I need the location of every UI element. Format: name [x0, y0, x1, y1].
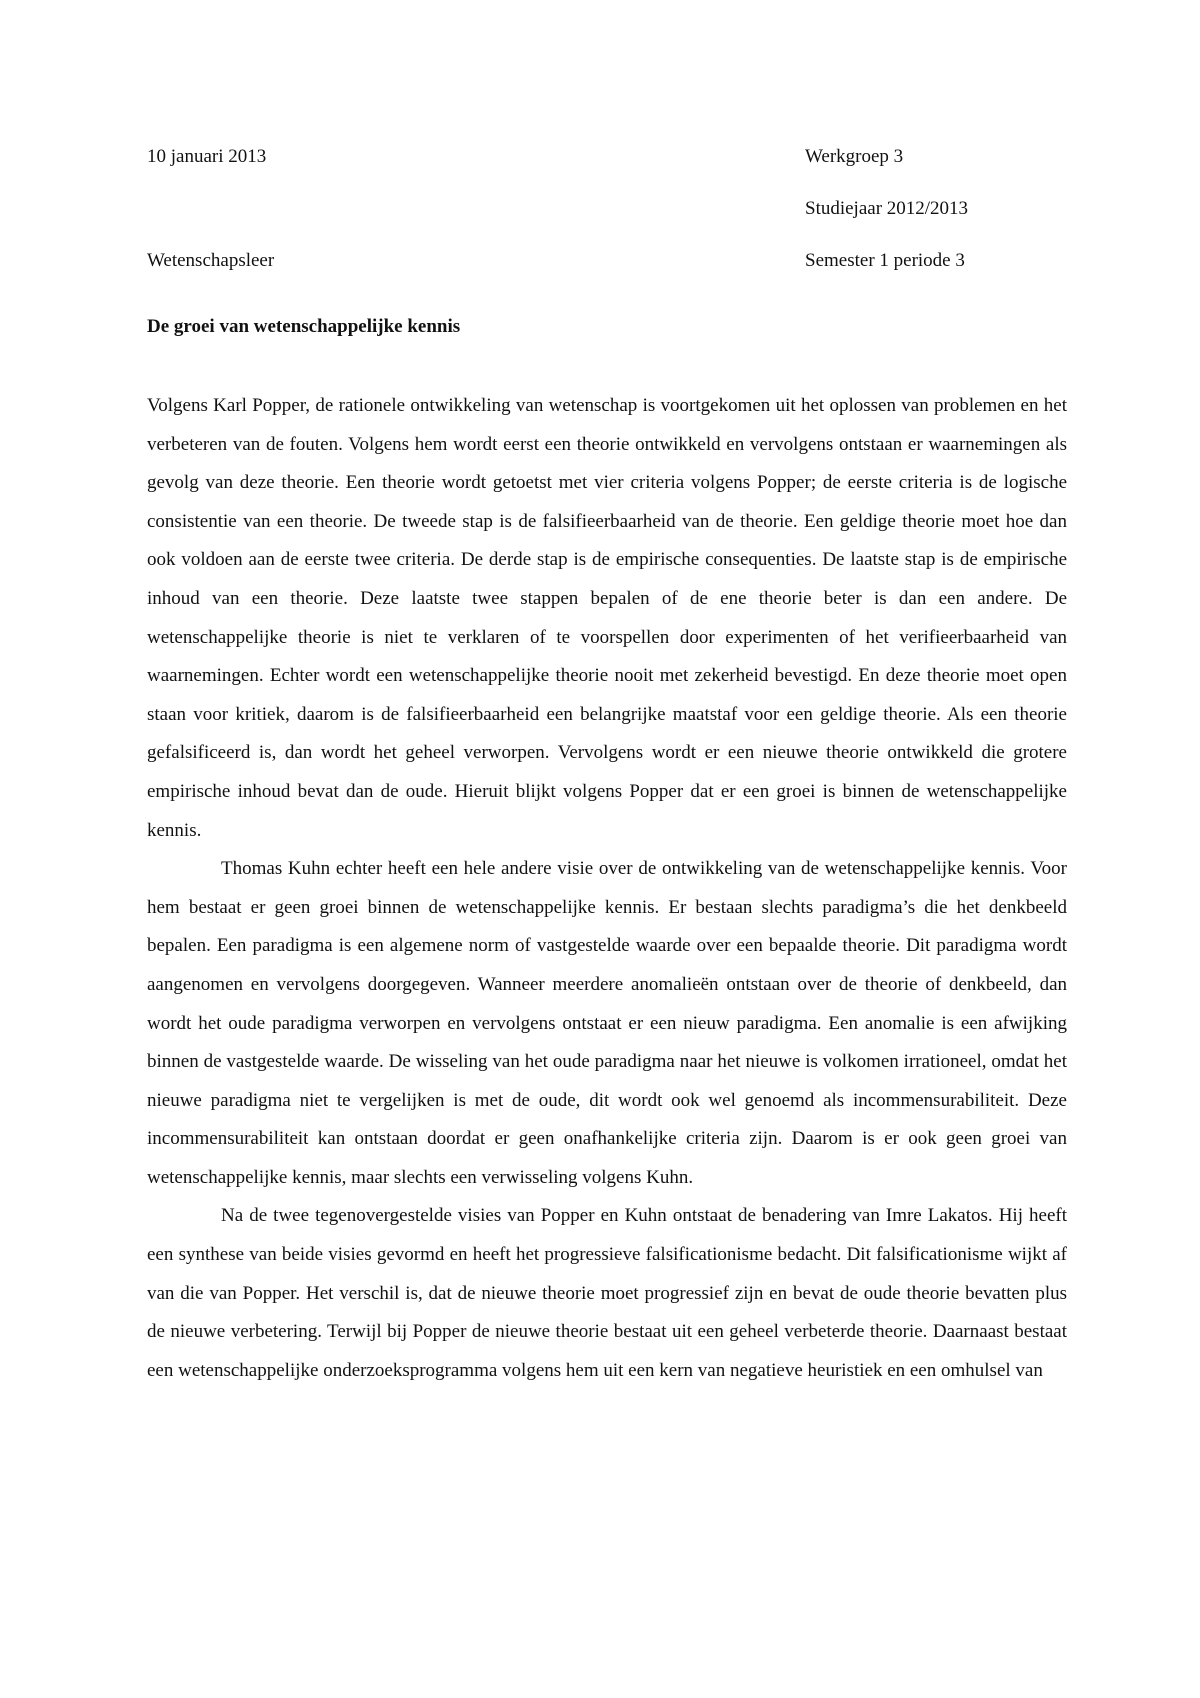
document-title: De groei van wetenschappelijke kennis: [147, 316, 461, 337]
document-date: 10 januari 2013: [147, 146, 267, 167]
document-body: [147, 387, 1067, 1390]
paragraph-popper: Volgens Karl Popper, de rationele ontwikkeling van wetenschap is voortgekomen uit het oplossen van problemen en het verbeteren van de fouten. Volgens hem wordt eerst een theorie ontwikkeld en vervolgens ontstaan er waarnemingen als gevolg van deze theorie. Een theorie wordt getoetst met vier criteria volgens Popper; de eerste criteria is de logische consistentie van een theorie. De tweede stap is de falsifieerbaarheid van de theorie. Een geldige theorie moet hoe dan ook voldoen aan de eerste twee criteria. De derde stap is de empirische consequenties. De laatste stap is de empirische inhoud van een theorie. Deze laatste twee stappen bepalen of de ene theorie beter is dan een andere. De wetenschappelijke theorie is niet te verklaren of te voorspellen door experimenten of het verifieerbaarheid van waarnemingen. Echter wordt een wetenschappelijke theorie nooit met zekerheid bevestigd. En deze theorie moet open staan voor kritiek, daarom is de falsifieerbaarheid een belangrijke maatstaf voor een geldige theorie. Als een theorie gefalsificeerd is, dan wordt het geheel verworpen. Vervolgens wordt er een nieuwe theorie ontwikkeld die grotere empirische inhoud bevat dan de oude. Hieruit blijkt volgens Popper dat er een groei is binnen de wetenschappelijke kennis.: [147, 395, 1067, 841]
study-year: Studiejaar 2012/2013: [805, 198, 969, 219]
paragraph-lakatos: Na de twee tegenovergestelde visies van Popper en Kuhn ontstaat de benadering van Imre Lakatos. Hij heeft een synthese van beide visies gevormd en heeft het progressieve falsificationisme bedacht. Dit falsificationisme wijkt af van die van Popper. Het verschil is, dat de nieuwe theorie moet progressief zijn en bevat de oude theorie bevatten plus de nieuwe verbetering. Terwijl bij Popper de nieuwe theorie bestaat uit een geheel verbeterde theorie. Daarnaast bestaat een wetenschappelijke onderzoeksprogramma volgens hem uit een kern van negatieve heuristiek en een omhulsel van: [147, 1205, 1067, 1381]
paragraph-kuhn: Thomas Kuhn echter heeft een hele andere visie over de ontwikkeling van de wetenschappelijke kennis. Voor hem bestaat er geen groei binnen de wetenschappelijke kennis. Er bestaan slechts paradigma’s die het denkbeeld bepalen. Een paradigma is een algemene norm of vastgestelde waarde over een bepaalde theorie. Dit paradigma wordt aangenomen en vervolgens doorgegeven. Wanneer meerdere anomalieën ontstaan over de theorie of denkbeeld, dan wordt het oude paradigma verworpen en vervolgens ontstaat er een nieuw paradigma. Een anomalie is een afwijking binnen de vastgestelde waarde. De wisseling van het oude paradigma naar het nieuwe is volkomen irrationeel, omdat het nieuwe paradigma niet te vergelijken is met de oude, dit wordt ook wel genoemd als incommensurabiliteit. Deze incommensurabiliteit kan ontstaan doordat er geen onafhankelijke criteria zijn. Daarom is er ook geen groei van wetenschappelijke kennis, maar slechts een verwisseling volgens Kuhn.: [147, 858, 1067, 1188]
working-group: Werkgroep 3: [805, 146, 904, 167]
semester-period: Semester 1 periode 3: [805, 250, 965, 271]
course-name: Wetenschapsleer: [147, 250, 275, 271]
